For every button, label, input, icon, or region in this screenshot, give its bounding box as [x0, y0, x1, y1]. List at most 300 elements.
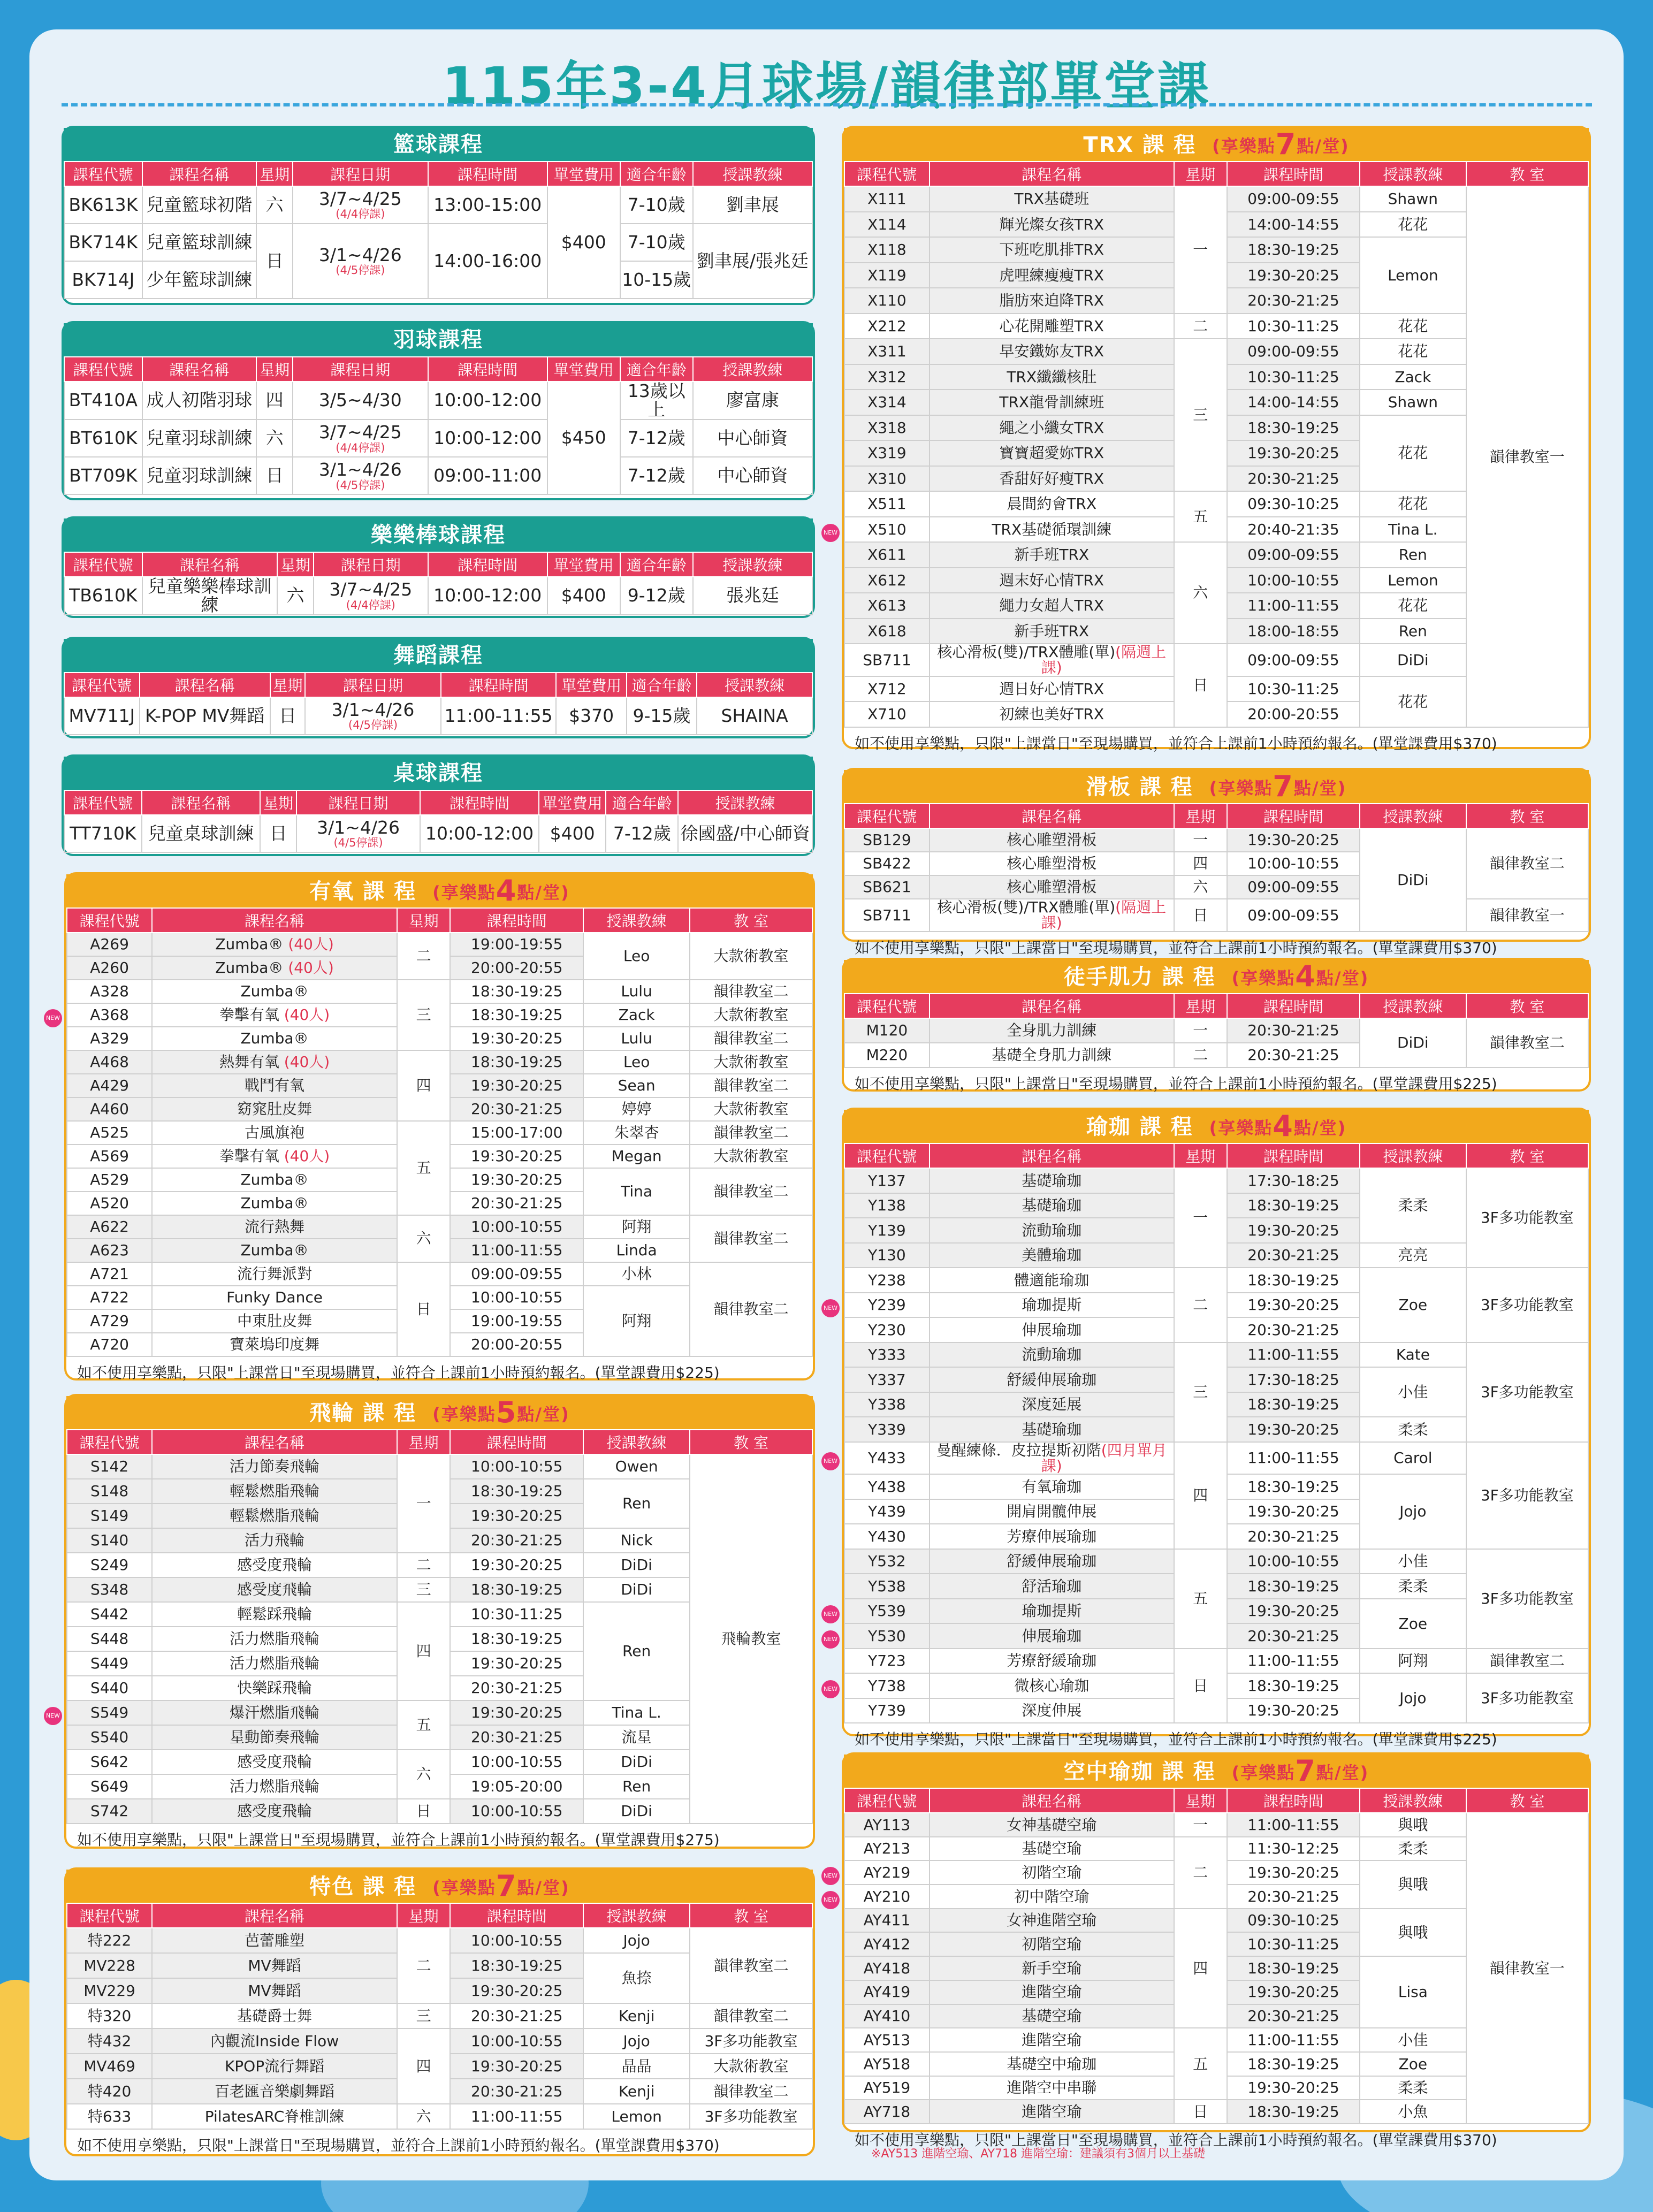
- course-time: [1227, 390, 1360, 415]
- coach: [1360, 593, 1466, 619]
- cell-text: 09:30-10:25: [1247, 1911, 1339, 1929]
- column-header: 星期: [1174, 162, 1227, 186]
- points-badge: (享樂點4點/堂): [432, 874, 570, 907]
- cell-text: 女神基礎空瑜: [1007, 1816, 1097, 1834]
- cell-text: AY518: [863, 2055, 911, 2073]
- cell-text: 韻律教室一: [1489, 906, 1565, 924]
- coach: [583, 1050, 690, 1074]
- cell-text: 20:30-21:25: [471, 1194, 563, 1212]
- course-code: [844, 1499, 930, 1524]
- cell-text: X319: [867, 444, 907, 462]
- cell-text: 四: [1193, 1959, 1208, 1977]
- cell-text: 日: [1193, 1676, 1208, 1695]
- cell-text: 18:30-19:25: [1247, 241, 1339, 259]
- cell-text: 全身肌力訓練: [1007, 1021, 1097, 1040]
- cell-text: 流動瑜珈: [1022, 1346, 1082, 1364]
- age-range: [620, 224, 693, 261]
- weekday: [397, 1750, 451, 1799]
- pricing-note: 如不使用享樂點，只限"上課當日"至現場購買，並符合上課前1小時預約報名。(單堂課費用$225): [855, 1075, 1497, 1093]
- cell-text: 日: [416, 1300, 431, 1318]
- cell-text: Jojo: [623, 2032, 650, 2050]
- course-name: [930, 2004, 1174, 2028]
- course-name: [930, 542, 1174, 568]
- cell-text: Jojo: [1399, 1689, 1427, 1707]
- course-time: [1227, 314, 1360, 339]
- coach: [693, 382, 812, 419]
- classroom: [1466, 899, 1588, 932]
- cell-text: 13:00-15:00: [433, 194, 542, 215]
- new-badge-icon: NEW: [821, 1680, 840, 1698]
- column-header: 課程時間: [450, 1430, 583, 1454]
- cell-text: 美體瑜珈: [1022, 1246, 1082, 1264]
- weekday: [1174, 1168, 1227, 1268]
- cell-text: 10:00-10:55: [1247, 571, 1339, 589]
- coach: [1360, 339, 1466, 364]
- course-code: [844, 1813, 930, 1837]
- course-time: [1227, 263, 1360, 288]
- cell-text: Y739: [868, 1702, 906, 1720]
- cell-text: 感受度飛輪: [237, 1556, 313, 1574]
- course-name: [152, 1215, 397, 1239]
- cell-text: 3F多功能教室: [1480, 1689, 1574, 1707]
- cell-text: 19:30-20:25: [1247, 1420, 1339, 1438]
- course-code: [67, 1774, 152, 1799]
- cell-text: 婷婷: [621, 1100, 652, 1118]
- cell-text: 花花: [1398, 597, 1428, 615]
- cell-text: A368: [90, 1006, 129, 1024]
- course-code: [844, 1574, 930, 1599]
- course-time: [450, 956, 583, 980]
- cell-text: 14:00-16:00: [433, 250, 542, 271]
- coach: [1360, 2028, 1466, 2052]
- cell-text: $450: [561, 427, 606, 448]
- coach: [1360, 1442, 1466, 1475]
- cell-text: Y138: [868, 1196, 906, 1215]
- schedule-table: [823, 161, 1589, 728]
- cell-text: 18:30-19:25: [1247, 1959, 1339, 1977]
- course-time: [1227, 1599, 1360, 1624]
- course-time: [428, 419, 547, 457]
- cell-text: Nick: [620, 1531, 653, 1550]
- age-range: [620, 261, 693, 299]
- cell-text: 阿翔: [621, 1218, 652, 1236]
- column-header: 課程時間: [1227, 1143, 1360, 1168]
- age-range: [620, 382, 693, 419]
- course-time: [450, 1978, 583, 2003]
- coach: [583, 1215, 690, 1239]
- coach: [1360, 1599, 1466, 1649]
- course-time: [450, 1454, 583, 1479]
- course-name: [930, 701, 1174, 727]
- coach: [1360, 1909, 1466, 1956]
- course-time: [1227, 1193, 1360, 1218]
- cell-text: 繩力女超人TRX: [999, 597, 1104, 615]
- cell-text: S148: [90, 1482, 129, 1500]
- weekday: [1174, 1837, 1227, 1909]
- course-code: [67, 1528, 152, 1553]
- course-name: [930, 517, 1174, 543]
- cell-text: 與哦: [1398, 1875, 1428, 1894]
- course-dates: [293, 224, 428, 299]
- cell-text: 六: [416, 1765, 431, 1783]
- cell-text: 3/1~4/26: [318, 244, 402, 265]
- course-name: [930, 1956, 1174, 1980]
- cell-text: AY210: [863, 1887, 911, 1905]
- course-name: [152, 1050, 397, 1074]
- cell-text: Kenji: [618, 2082, 655, 2100]
- cell-text: 四: [1193, 855, 1208, 873]
- course-time: [1227, 593, 1360, 619]
- cell-text: 18:30-19:25: [1247, 2055, 1339, 2073]
- column-header: 適合年齡: [620, 162, 693, 186]
- course-time: [450, 1928, 583, 1953]
- course-time: [450, 1651, 583, 1676]
- cell-text: 19:30-20:25: [1247, 1864, 1339, 1882]
- cell-text: X118: [867, 241, 907, 259]
- column-header: 課程時間: [428, 162, 547, 186]
- cell-text: Y130: [868, 1246, 906, 1264]
- section-title: [66, 874, 813, 907]
- cell-text: 19:30-20:25: [1247, 266, 1339, 284]
- course-code: [67, 2054, 152, 2079]
- course-code: [844, 568, 930, 593]
- cell-text: 感受度飛輪: [237, 1753, 313, 1771]
- table-row: [64, 186, 812, 224]
- cell-text: Zoe: [1398, 1614, 1428, 1633]
- course-code: [844, 542, 930, 568]
- cell-text: 柔柔: [1398, 1577, 1428, 1595]
- column-header: 授課教練: [583, 908, 690, 933]
- cell-text: X119: [867, 266, 907, 284]
- cell-text: 兒童桌球訓練: [148, 822, 254, 844]
- cell-text: 與哦: [1398, 1923, 1428, 1941]
- course-name: [152, 1750, 397, 1774]
- column-header: 課程時間: [450, 908, 583, 933]
- cell-text: 7-12歲: [613, 822, 671, 844]
- course-code: [67, 1750, 152, 1774]
- coach: [1360, 2100, 1466, 2124]
- column-header: 課程日期: [305, 673, 440, 697]
- cell-text: 大款術教室: [713, 1053, 789, 1071]
- cell-text: 基礎瑜珈: [1022, 1196, 1082, 1215]
- course-name: [930, 1673, 1174, 1698]
- cell-text: 流行熱舞: [245, 1218, 305, 1236]
- fee: [547, 186, 620, 299]
- course-time: [1227, 899, 1360, 932]
- course-name: [930, 1168, 1174, 1193]
- course-name: [152, 1262, 397, 1286]
- course-time: [1227, 1018, 1360, 1043]
- cell-text: 19:00-19:55: [471, 935, 563, 954]
- cell-text: S642: [90, 1753, 129, 1771]
- cell-text: 19:05-20:00: [471, 1778, 563, 1796]
- cell-text: 20:00-20:55: [1247, 705, 1339, 723]
- cell-text: 20:30-21:25: [1247, 1887, 1339, 1905]
- weekday: [1174, 828, 1227, 852]
- course-time: [1227, 1885, 1360, 1909]
- course-name: [930, 1499, 1174, 1524]
- cell-text: 進階空瑜: [1022, 1983, 1082, 2001]
- cell-highlight: (40人): [284, 1053, 330, 1071]
- cell-text: 花花: [1398, 495, 1428, 513]
- section-title: [64, 128, 813, 161]
- table-row: [67, 1928, 812, 1953]
- schedule-table: [823, 1143, 1589, 1723]
- classroom: [1466, 1673, 1588, 1723]
- cell-text: 20:30-21:25: [1247, 1321, 1339, 1339]
- section-title: [66, 1396, 813, 1429]
- column-header: 星期: [1174, 994, 1227, 1018]
- cell-text: 特222: [87, 1931, 132, 1949]
- cell-text: 10:00-10:55: [471, 1288, 563, 1307]
- weekday: [397, 1602, 451, 1700]
- course-name: [152, 1121, 397, 1145]
- cell-text: 20:30-21:25: [1247, 1527, 1339, 1545]
- cell-text: 脂肪來迫降TRX: [999, 292, 1104, 310]
- cell-text: 19:30-20:25: [1247, 1602, 1339, 1620]
- column-header: 單堂費用: [556, 673, 626, 697]
- course-name: [930, 2052, 1174, 2076]
- course-code: [67, 1168, 152, 1192]
- cell-text: 徐國盛/中心師資: [680, 822, 810, 844]
- course-time: [1227, 212, 1360, 238]
- cell-text: 日: [265, 464, 284, 486]
- course-name: [142, 261, 257, 299]
- course-code: [67, 1504, 152, 1528]
- course-time: [450, 2054, 583, 2079]
- cell-text: Kate: [1396, 1346, 1430, 1364]
- section-title: [844, 128, 1589, 161]
- course-code: [67, 2003, 152, 2028]
- cell-text: TRX纖纖核肚: [1007, 368, 1097, 386]
- cell-text: 17:30-18:25: [1247, 1171, 1339, 1189]
- course-time: [450, 1577, 583, 1602]
- cell-text: AY418: [863, 1959, 911, 1977]
- column-header: 授課教練: [693, 552, 812, 577]
- cell-text: S540: [90, 1728, 129, 1746]
- weekday: [397, 1928, 451, 2003]
- course-code: [823, 1442, 930, 1475]
- cell-text: A721: [90, 1265, 129, 1283]
- course-code: [67, 1215, 152, 1239]
- course-name: [930, 593, 1174, 619]
- course-code: [823, 1673, 930, 1698]
- cell-text: 百老匯音樂劇舞蹈: [215, 2082, 335, 2100]
- table-row: [844, 1168, 1588, 1193]
- cell-text: 3/7~4/25: [329, 579, 413, 600]
- course-code: [844, 593, 930, 619]
- cell-text: Sean: [618, 1077, 656, 1095]
- course-code: [844, 1698, 930, 1723]
- cell-text: 二: [1193, 1864, 1208, 1882]
- cell-text: 流動瑜珈: [1022, 1221, 1082, 1239]
- course-name: [152, 1454, 397, 1479]
- cell-text: 窈窕肚皮舞: [237, 1100, 313, 1118]
- cell-text: 週日好心情TRX: [999, 680, 1104, 698]
- cell-text: Zack: [618, 1006, 655, 1024]
- column-header: 課程代號: [64, 552, 142, 577]
- weekday: [397, 1553, 451, 1577]
- column-header: 教 室: [690, 1430, 812, 1454]
- course-name: [930, 1885, 1174, 1909]
- cell-text: 韻律教室二: [713, 982, 789, 1001]
- section-title: [64, 639, 813, 672]
- coach: [1360, 186, 1466, 212]
- classroom: [690, 1027, 812, 1050]
- cell-text: 阿翔: [621, 1312, 652, 1330]
- course-time: [1227, 568, 1360, 593]
- classroom: [690, 1097, 812, 1121]
- coach: [583, 2079, 690, 2104]
- cell-text: Megan: [611, 1147, 662, 1165]
- cell-text: A260: [90, 959, 129, 977]
- cell-text: AY718: [863, 2102, 911, 2121]
- course-time: [450, 980, 583, 1003]
- cell-text: 花花: [1398, 317, 1428, 335]
- coach: [1360, 1474, 1466, 1549]
- cell-text: 舒活瑜珈: [1022, 1577, 1082, 1595]
- cell-text: 10:00-10:55: [471, 1931, 563, 1949]
- cell-text: Zumba®: [240, 1171, 309, 1189]
- cell-text: SB711: [863, 651, 911, 669]
- new-badge-icon: NEW: [821, 1452, 840, 1470]
- suspended-date-note: (4/4停課): [346, 598, 395, 612]
- weekday: [397, 1050, 451, 1121]
- cell-text: 19:30-20:25: [1247, 831, 1339, 849]
- course-time: [1227, 186, 1360, 212]
- coach: [583, 1262, 690, 1286]
- course-time: [1227, 364, 1360, 390]
- coach: [1360, 415, 1466, 492]
- course-code: [844, 875, 930, 899]
- course-time: [1227, 415, 1360, 441]
- column-header: 課程時間: [1227, 994, 1360, 1018]
- pricing-note: 如不使用享樂點，只限"上課當日"至現場購買，並符合上課前1小時預約報名。(單堂課費用$275): [77, 1831, 720, 1849]
- section-dance: [62, 637, 815, 738]
- weekday: [256, 419, 293, 457]
- cell-text: AY219: [863, 1864, 911, 1882]
- coach: [1360, 1956, 1466, 2028]
- pricing-note: 如不使用享樂點，只限"上課當日"至現場購買，並符合上課前1小時預約報名。(單堂課費用$225): [77, 1364, 720, 1382]
- cell-text: AY410: [863, 2007, 911, 2025]
- course-name: [930, 263, 1174, 288]
- coach: [583, 1454, 690, 1479]
- cell-text: AY513: [863, 2031, 911, 2049]
- coach: [1360, 1018, 1466, 1067]
- cell-text: 3F多功能教室: [1480, 1383, 1574, 1401]
- schedule-table: [844, 803, 1589, 932]
- cell-text: 小佳: [1398, 1552, 1428, 1570]
- course-time: [450, 1602, 583, 1627]
- cell-text: 兒童籃球訓練: [146, 231, 253, 253]
- weekday: [1174, 2028, 1227, 2100]
- course-code: [844, 288, 930, 314]
- column-header: 課程時間: [441, 673, 557, 697]
- column-header: 課程名稱: [140, 673, 270, 697]
- cell-text: 有氧瑜珈: [1022, 1477, 1082, 1496]
- weekday: [397, 1215, 451, 1262]
- course-code: [844, 1474, 930, 1499]
- weekday: [397, 933, 451, 980]
- cell-text: DiDi: [1397, 651, 1429, 669]
- coach: [1360, 676, 1466, 727]
- course-name: [930, 212, 1174, 238]
- course-time: [428, 382, 547, 419]
- course-name: [152, 2028, 397, 2054]
- suspended-date-note: (4/5停課): [336, 478, 385, 492]
- course-name: [930, 1574, 1174, 1599]
- table-row: [844, 1268, 1588, 1293]
- cell-text: 早安鐵妳友TRX: [999, 342, 1104, 361]
- course-code: [844, 212, 930, 238]
- schedule-table: [64, 790, 813, 853]
- cell-text: 09:00-09:55: [1247, 906, 1339, 924]
- column-header: 課程名稱: [142, 162, 257, 186]
- cell-text: 11:00-11:55: [1247, 1449, 1339, 1467]
- column-header: 課程名稱: [142, 357, 257, 382]
- course-time: [1227, 1673, 1360, 1698]
- new-badge-icon: NEW: [821, 1299, 840, 1317]
- coach: [583, 1700, 690, 1725]
- cell-text: Y538: [868, 1577, 906, 1595]
- course-time: [450, 1003, 583, 1027]
- cell-text: Y139: [868, 1221, 906, 1239]
- weekday: [277, 577, 314, 615]
- cell-text: 19:30-20:25: [471, 1981, 563, 2000]
- suspended-date-note: (4/5停課): [348, 719, 398, 732]
- table-row: [64, 419, 812, 457]
- cell-text: 19:30-20:25: [1247, 1983, 1339, 2001]
- course-name: [930, 1442, 1174, 1475]
- course-code: [844, 676, 930, 702]
- cell-text: 繩之小纖女TRX: [999, 418, 1104, 437]
- cell-text: 曼醒練條．皮拉提斯初階(四月單月課): [936, 1441, 1167, 1475]
- course-code: [844, 1043, 930, 1067]
- cell-text: 兒童羽球訓練: [146, 464, 253, 486]
- cell-text: MV711J: [68, 705, 135, 726]
- cell-text: 18:30-19:25: [471, 1956, 563, 1974]
- cell-text: X611: [867, 546, 907, 564]
- classroom: [1466, 828, 1588, 899]
- course-name: [152, 1602, 397, 1627]
- points-badge: (享樂點5點/堂): [432, 1395, 570, 1429]
- cell-text: 7-12歲: [627, 464, 685, 486]
- cell-text: 韻律教室二: [713, 1029, 789, 1048]
- course-name: [152, 1700, 397, 1725]
- course-name: [930, 440, 1174, 466]
- cell-text: 舒緩伸展瑜珈: [1007, 1552, 1097, 1570]
- weekday: [397, 1700, 451, 1750]
- course-name: [152, 1577, 397, 1602]
- column-header: 授課教練: [693, 357, 812, 382]
- column-header: 星期: [256, 357, 293, 382]
- course-code: [844, 2076, 930, 2100]
- table-row: [67, 1454, 812, 1479]
- column-header: 課程時間: [428, 552, 547, 577]
- weekday: [1174, 1442, 1227, 1549]
- course-time: [1227, 1417, 1360, 1442]
- cell-text: 小林: [621, 1265, 652, 1283]
- cell-text: 09:00-09:55: [1247, 651, 1339, 669]
- coach: [1360, 619, 1466, 644]
- cell-text: 20:30-21:25: [1247, 1627, 1339, 1645]
- cell-text: 18:30-19:25: [1247, 1477, 1339, 1496]
- weekday: [397, 1262, 451, 1356]
- cell-text: 開肩開髖伸展: [1007, 1502, 1097, 1521]
- cell-text: X314: [867, 393, 907, 411]
- pricing-note: 如不使用享樂點，只限"上課當日"至現場購買，並符合上課前1小時預約報名。(單堂課費用$370): [855, 939, 1497, 957]
- cell-text: 三: [416, 2007, 431, 2025]
